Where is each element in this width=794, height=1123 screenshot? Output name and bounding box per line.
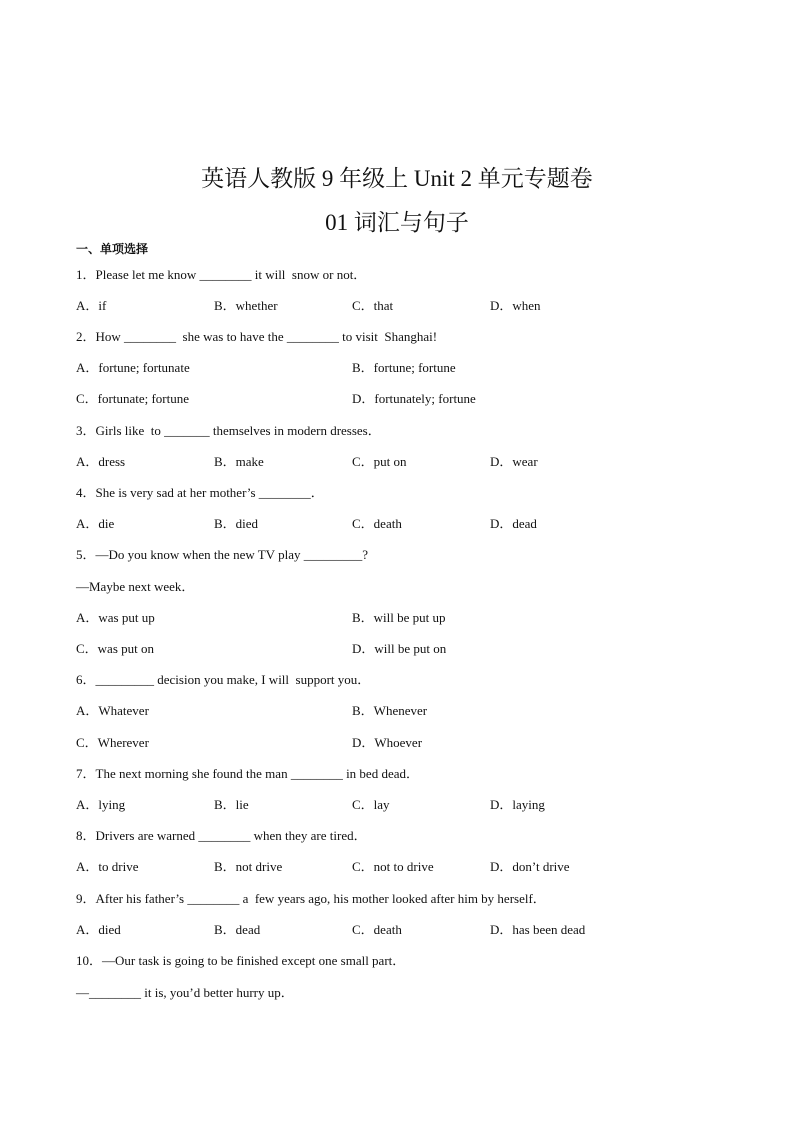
question-3-option-b: B．make [214, 454, 264, 469]
question-8-option-a: A．to drive [76, 859, 139, 874]
question-7-option-b: B．lie [214, 797, 249, 812]
question-2-option-c: C．fortunate; fortune [76, 391, 189, 406]
question-5-option-a: A．was put up [76, 610, 155, 625]
question-6-option-d: D．Whoever [352, 735, 423, 750]
question-3-stem: 3．Girls like to _______ themselves in modern dresses． [76, 423, 381, 438]
question-5-option-c: C．was put on [76, 641, 155, 656]
question-8-option-c: C．not to drive [352, 859, 434, 874]
question-6-option-c: C．Wherever [76, 735, 149, 750]
question-9-option-d: D．has been dead [490, 922, 586, 937]
question-9-option-b: B．dead [214, 922, 261, 937]
question-8-stem: 8．Drivers are warned ________ when they are tired． [76, 828, 367, 843]
question-8-option-b: B．not drive [214, 859, 283, 874]
question-6-option-a: A．Whatever [76, 703, 149, 718]
question-3-option-a: A．dress [76, 454, 126, 469]
question-6-option-b: B．Whenever [352, 703, 428, 718]
question-1-option-a: A．if [76, 298, 107, 313]
question-7-stem: 7．The next morning she found the man ________ in bed dead． [76, 766, 419, 781]
question-1-option-b: B．whether [214, 298, 278, 313]
question-7-option-a: A．lying [76, 797, 126, 812]
question-4-option-a: A．die [76, 516, 115, 531]
question-9-option-a: A．died [76, 922, 121, 937]
question-9-stem: 9．After his father’s ________ a few years ago, his mother looked after him by herself． [76, 891, 546, 906]
question-9-option-c: C．death [352, 922, 402, 937]
question-5-response: —Maybe next week． [76, 579, 195, 594]
question-7-option-d: D．laying [490, 797, 545, 812]
question-5-stem: 5．—Do you know when the new TV play _________? [76, 547, 368, 562]
document-title: 英语人教版 9 年级上 Unit 2 单元专题卷 [201, 166, 593, 191]
question-1-option-d: D．when [490, 298, 541, 313]
question-2-stem: 2．How ________ she was to have the ________ to visit Shanghai! [76, 329, 438, 344]
question-8-option-d: D．don’t drive [490, 859, 570, 874]
question-5-option-d: D．will be put on [352, 641, 447, 656]
question-6-stem: 6．_________ decision you make, I will support you． [76, 672, 371, 687]
question-2-option-d: D．fortunately; fortune [352, 391, 476, 406]
question-10-stem: 10．—Our task is going to be finished except one small part． [76, 953, 406, 968]
question-4-option-c: C．death [352, 516, 402, 531]
question-4-option-d: D．dead [490, 516, 537, 531]
question-3-option-c: C．put on [352, 454, 407, 469]
question-2-option-b: B．fortune; fortune [352, 360, 456, 375]
section-heading: 一、单项选择 [76, 242, 149, 256]
question-7-option-c: C．lay [352, 797, 390, 812]
question-3-option-d: D．wear [490, 454, 538, 469]
question-5-option-b: B．will be put up [352, 610, 446, 625]
question-10-response: —________ it is, you’d better hurry up． [76, 985, 294, 1000]
question-4-stem: 4．She is very sad at her mother’s ________． [76, 485, 324, 500]
question-4-option-b: B．died [214, 516, 259, 531]
question-1-option-c: C．that [352, 298, 394, 313]
question-1-stem: 1．Please let me know ________ it will snow or not． [76, 267, 367, 282]
question-2-option-a: A．fortune; fortunate [76, 360, 190, 375]
document-subtitle: 01 词汇与句子 [325, 210, 469, 235]
